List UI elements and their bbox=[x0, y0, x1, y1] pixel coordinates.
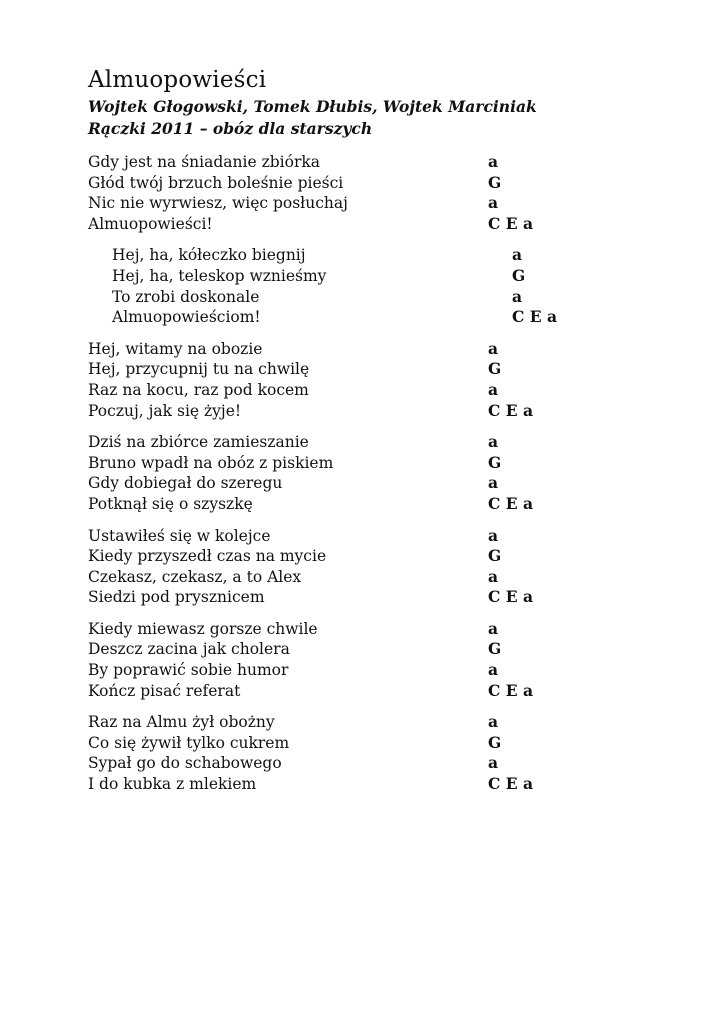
lyric-line bbox=[88, 401, 558, 422]
lyric-text: I do kubka z mlekiem bbox=[88, 775, 257, 794]
lyric-line bbox=[88, 567, 558, 588]
lyric-text: Hej, przycupnij tu na chwilę bbox=[88, 360, 310, 379]
stanza bbox=[88, 619, 558, 701]
lyric-line bbox=[88, 753, 558, 774]
stanza bbox=[88, 339, 558, 421]
lyric-line bbox=[88, 245, 558, 266]
lyric-text: Deszcz zacina jak cholera bbox=[88, 640, 290, 659]
chord-label: G bbox=[488, 732, 502, 752]
song-sheet bbox=[88, 64, 558, 806]
lyric-line bbox=[88, 339, 558, 360]
lyric-line bbox=[88, 193, 558, 214]
chord-label: C E a bbox=[488, 400, 533, 420]
lyric-text: Dziś na zbiórce zamieszanie bbox=[88, 433, 309, 452]
chord-label: C E a bbox=[488, 680, 533, 700]
lyric-line bbox=[88, 214, 558, 235]
chord-label: a bbox=[488, 660, 499, 680]
lyric-text: Bruno wpadł na obóz z piskiem bbox=[88, 453, 334, 472]
lyric-line bbox=[88, 712, 558, 733]
lyric-line bbox=[88, 546, 558, 567]
lyric-text: Gdy jest na śniadanie zbiórka bbox=[88, 153, 320, 171]
song-title: Almuopowieści bbox=[88, 67, 267, 93]
lyric-line bbox=[88, 266, 558, 287]
lyric-line bbox=[88, 619, 558, 640]
chord-label: a bbox=[488, 618, 499, 638]
lyric-text: Kiedy przyszedł czas na mycie bbox=[88, 547, 327, 566]
chord-label: a bbox=[488, 525, 499, 545]
lyric-text: Gdy dobiegał do szeregu bbox=[88, 474, 283, 493]
lyric-line bbox=[88, 639, 558, 660]
lyric-line bbox=[88, 473, 558, 494]
chord-label: a bbox=[488, 712, 499, 732]
lyric-text: Almuopowieści! bbox=[88, 214, 213, 233]
chorus-stanza bbox=[88, 245, 558, 327]
lyric-text: Czekasz, czekasz, a to Alex bbox=[88, 567, 302, 586]
song-subtitle: Rączki 2011 – obóz dla starszych bbox=[88, 119, 373, 138]
lyric-line bbox=[88, 587, 558, 608]
chord-label: a bbox=[488, 152, 499, 171]
chord-label: C E a bbox=[488, 587, 533, 607]
chord-label: C E a bbox=[488, 493, 533, 513]
chord-label: a bbox=[512, 245, 523, 265]
lyric-text: Raz na kocu, raz pod kocem bbox=[88, 380, 309, 399]
chord-label: a bbox=[488, 338, 499, 358]
lyric-text: To zrobi doskonale bbox=[112, 287, 260, 306]
lyric-text: Głód twój brzuch boleśnie pieści bbox=[88, 173, 344, 192]
lyric-line bbox=[88, 733, 558, 754]
lyric-text: Hej, ha, teleskop wznieśmy bbox=[112, 266, 327, 285]
lyric-text: Potknął się o szyszkę bbox=[88, 494, 253, 513]
chord-label: a bbox=[488, 193, 499, 213]
chord-label: a bbox=[488, 753, 499, 773]
chord-label: G bbox=[488, 452, 502, 472]
chord-label: G bbox=[488, 546, 502, 566]
chord-label: a bbox=[488, 473, 499, 493]
stanza-list bbox=[88, 152, 558, 795]
stanza bbox=[88, 432, 558, 514]
chord-label: C E a bbox=[488, 774, 533, 794]
stanza bbox=[88, 526, 558, 608]
lyric-line bbox=[88, 526, 558, 547]
stanza bbox=[88, 152, 558, 234]
lyric-line bbox=[88, 359, 558, 380]
lyric-text: Almuopowieściom! bbox=[112, 308, 261, 327]
lyric-text: Co się żywił tylko cukrem bbox=[88, 733, 290, 752]
lyric-text: Sypał go do schabowego bbox=[88, 754, 282, 773]
lyric-text: Nic nie wyrwiesz, więc posłuchaj bbox=[88, 194, 348, 213]
lyric-text: Hej, ha, kółeczko biegnij bbox=[112, 246, 306, 265]
chord-label: G bbox=[512, 265, 526, 285]
lyric-line bbox=[88, 432, 558, 453]
chord-label: G bbox=[488, 359, 502, 379]
chord-label: C E a bbox=[488, 213, 533, 233]
lyric-line bbox=[88, 287, 558, 308]
lyric-line bbox=[88, 774, 558, 795]
lyric-line bbox=[88, 380, 558, 401]
lyric-line bbox=[88, 494, 558, 515]
lyric-line bbox=[88, 173, 558, 194]
chord-label: a bbox=[488, 566, 499, 586]
chord-label: a bbox=[488, 432, 499, 452]
lyric-text: Kiedy miewasz gorsze chwile bbox=[88, 619, 318, 638]
lyric-line bbox=[88, 681, 558, 702]
stanza bbox=[88, 712, 558, 794]
chord-label: C E a bbox=[512, 307, 557, 327]
lyric-line bbox=[88, 152, 558, 173]
chord-label: G bbox=[488, 639, 502, 659]
chord-label: G bbox=[488, 172, 502, 192]
lyric-text: Poczuj, jak się żyje! bbox=[88, 401, 242, 420]
lyric-text: Kończ pisać referat bbox=[88, 681, 241, 700]
lyric-text: By poprawić sobie humor bbox=[88, 661, 289, 680]
lyric-line bbox=[88, 307, 558, 328]
lyric-text: Ustawiłeś się w kolejce bbox=[88, 526, 271, 545]
lyric-text: Raz na Almu żył obożny bbox=[88, 713, 275, 732]
lyric-line bbox=[88, 453, 558, 474]
lyric-line bbox=[88, 660, 558, 681]
chord-label: a bbox=[488, 379, 499, 399]
lyric-text: Hej, witamy na obozie bbox=[88, 339, 263, 358]
song-authors: Wojtek Głogowski, Tomek Dłubis, Wojtek Marciniak bbox=[88, 97, 537, 116]
lyric-text: Siedzi pod prysznicem bbox=[88, 588, 265, 607]
chord-label: a bbox=[512, 286, 523, 306]
